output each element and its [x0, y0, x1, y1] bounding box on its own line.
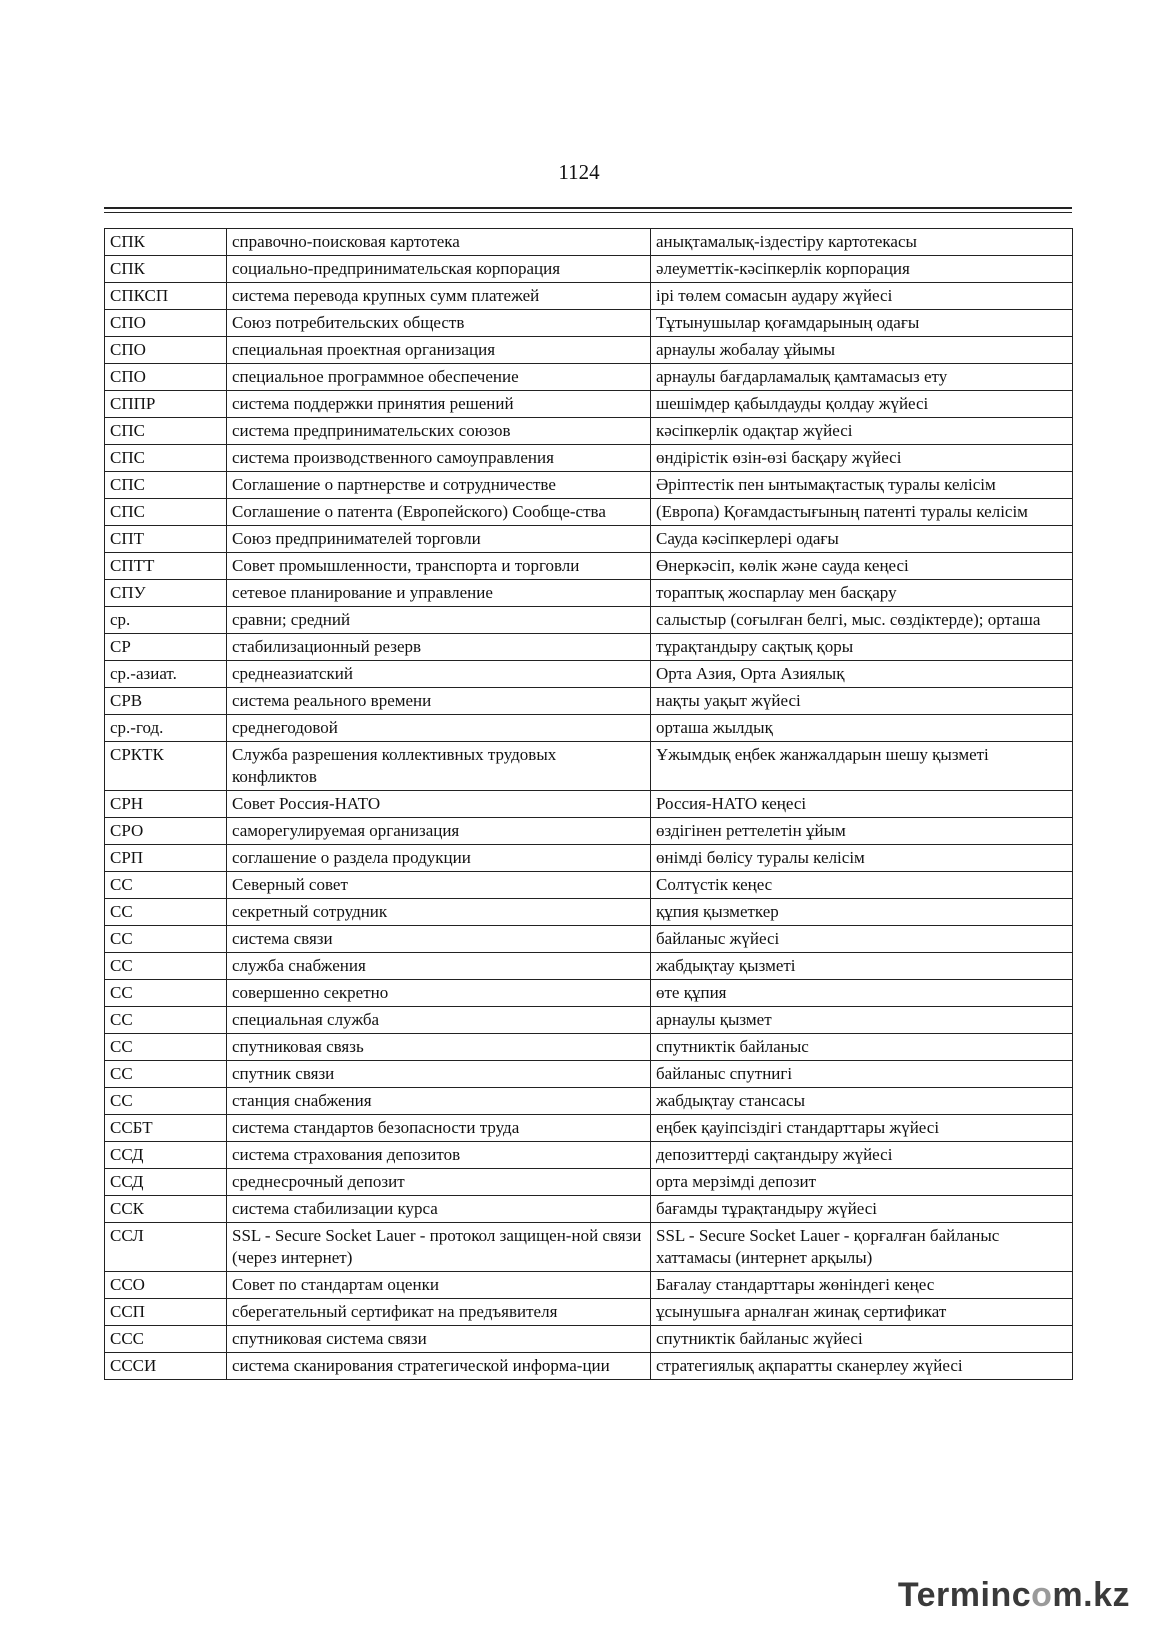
russian-cell: сравни; средний: [227, 607, 651, 634]
kazakh-cell: арнаулы жобалау ұйымы: [651, 337, 1073, 364]
table-row: [105, 1169, 1073, 1196]
kazakh-cell: арнаулы бағдарламалық қамтамасыз ету: [651, 364, 1073, 391]
russian-cell: система связи: [227, 926, 651, 953]
kazakh-cell: Әріптестік пен ынтымақтастық туралы келісім: [651, 472, 1073, 499]
table-row: [105, 364, 1073, 391]
table-row: [105, 634, 1073, 661]
abbreviation-cell: СПС: [105, 445, 227, 472]
kazakh-cell: бағамды тұрақтандыру жүйесі: [651, 1196, 1073, 1223]
abbreviation-cell: СПТТ: [105, 553, 227, 580]
russian-cell: система страхования депозитов: [227, 1142, 651, 1169]
russian-cell: сберегательный сертификат на предъявителя: [227, 1299, 651, 1326]
russian-cell: сетевое планирование и управление: [227, 580, 651, 607]
kazakh-cell: ұсынушыға арналған жинақ сертификат: [651, 1299, 1073, 1326]
russian-cell: среднегодовой: [227, 715, 651, 742]
table-row: [105, 872, 1073, 899]
table-row: [105, 229, 1073, 256]
abbreviation-cell: СПС: [105, 472, 227, 499]
russian-cell: SSL - Secure Socket Lauer - протокол защищен-ной связи (через интернет): [227, 1223, 651, 1272]
kazakh-cell: Солтүстік кеңес: [651, 872, 1073, 899]
abbreviation-cell: СС: [105, 899, 227, 926]
abbreviation-cell: ССК: [105, 1196, 227, 1223]
kazakh-cell: орта мерзімді депозит: [651, 1169, 1073, 1196]
header-rule-thin: [104, 212, 1072, 213]
russian-cell: система перевода крупных сумм платежей: [227, 283, 651, 310]
kazakh-cell: Бағалау стандарттары жөніндегі кеңес: [651, 1272, 1073, 1299]
table-row: [105, 499, 1073, 526]
kazakh-cell: Россия-НАТО кеңесі: [651, 791, 1073, 818]
table-row: [105, 391, 1073, 418]
abbreviation-cell: ССО: [105, 1272, 227, 1299]
kazakh-cell: орташа жылдық: [651, 715, 1073, 742]
russian-cell: специальная служба: [227, 1007, 651, 1034]
abbreviation-cell: СПК: [105, 229, 227, 256]
abbreviation-cell: СРКТК: [105, 742, 227, 791]
abbreviation-cell: СРН: [105, 791, 227, 818]
table-row: [105, 661, 1073, 688]
russian-cell: система предпринимательских союзов: [227, 418, 651, 445]
table-row: [105, 1142, 1073, 1169]
table-row: [105, 899, 1073, 926]
abbreviation-cell: ССБТ: [105, 1115, 227, 1142]
kazakh-cell: анықтамалық-іздестіру картотекасы: [651, 229, 1073, 256]
table-row: [105, 818, 1073, 845]
abbreviation-cell: СС: [105, 980, 227, 1007]
abbreviation-cell: ср.-азиат.: [105, 661, 227, 688]
table-row: [105, 926, 1073, 953]
abbreviation-cell: СРВ: [105, 688, 227, 715]
kazakh-cell: байланыс жүйесі: [651, 926, 1073, 953]
kazakh-cell: Өнеркәсіп, көлік және сауда кеңесі: [651, 553, 1073, 580]
table-row: [105, 1088, 1073, 1115]
kazakh-cell: стратегиялық ақпаратты сканерлеу жүйесі: [651, 1353, 1073, 1380]
terminkom-logo: [898, 1576, 1130, 1615]
russian-cell: Совет по стандартам оценки: [227, 1272, 651, 1299]
kazakh-cell: спутниктік байланыс жүйесі: [651, 1326, 1073, 1353]
table-row: [105, 256, 1073, 283]
table-row: [105, 688, 1073, 715]
russian-cell: саморегулируемая организация: [227, 818, 651, 845]
abbreviation-cell: СС: [105, 1034, 227, 1061]
kazakh-cell: әлеуметтік-кәсіпкерлік корпорация: [651, 256, 1073, 283]
logo-letter-t: T: [897, 1576, 917, 1614]
kazakh-cell: өте құпия: [651, 980, 1073, 1007]
abbreviation-cell: СС: [105, 1007, 227, 1034]
table-row: [105, 1007, 1073, 1034]
table-row: [105, 1034, 1073, 1061]
abbreviation-cell: ССД: [105, 1169, 227, 1196]
table-row: [105, 472, 1073, 499]
russian-cell: Соглашение о партнерстве и сотрудничестве: [227, 472, 651, 499]
kazakh-cell: тораптық жоспарлау мен басқару: [651, 580, 1073, 607]
russian-cell: спутник связи: [227, 1061, 651, 1088]
abbreviation-cell: СС: [105, 1088, 227, 1115]
russian-cell: справочно-поисковая картотека: [227, 229, 651, 256]
russian-cell: Союз предпринимателей торговли: [227, 526, 651, 553]
abbreviation-cell: СПС: [105, 418, 227, 445]
abbreviation-cell: СПО: [105, 310, 227, 337]
abbreviation-cell: СС: [105, 953, 227, 980]
abbreviation-cell: СР: [105, 634, 227, 661]
dictionary-body: [105, 229, 1073, 1380]
kazakh-cell: (Европа) Қоғамдастығының патенті туралы келісім: [651, 499, 1073, 526]
kazakh-cell: Орта Азия, Орта Азиялық: [651, 661, 1073, 688]
abbreviation-cell: СС: [105, 872, 227, 899]
abbreviation-cell: СРП: [105, 845, 227, 872]
abbreviation-cell: СПКСП: [105, 283, 227, 310]
table-row: [105, 953, 1073, 980]
table-row: [105, 580, 1073, 607]
table-row: [105, 1272, 1073, 1299]
russian-cell: секретный сотрудник: [227, 899, 651, 926]
header-rule-thick: [104, 207, 1072, 209]
table-row: [105, 1061, 1073, 1088]
table-row: [105, 1299, 1073, 1326]
abbreviation-cell: ср.-год.: [105, 715, 227, 742]
abbreviation-cell: СППР: [105, 391, 227, 418]
russian-cell: служба снабжения: [227, 953, 651, 980]
table-row: [105, 791, 1073, 818]
russian-cell: система стабилизации курса: [227, 1196, 651, 1223]
kazakh-cell: шешімдер қабылдауды қолдау жүйесі: [651, 391, 1073, 418]
abbreviation-cell: ССП: [105, 1299, 227, 1326]
table-row: [105, 1115, 1073, 1142]
kazakh-cell: жабдықтау стансасы: [651, 1088, 1073, 1115]
russian-cell: соглашение о раздела продукции: [227, 845, 651, 872]
abbreviation-cell: СПК: [105, 256, 227, 283]
russian-cell: система стандартов безопасности труда: [227, 1115, 651, 1142]
abbreviation-cell: СС: [105, 1061, 227, 1088]
abbreviation-cell: СПС: [105, 499, 227, 526]
table-row: [105, 337, 1073, 364]
table-row: [105, 980, 1073, 1007]
abbreviation-cell: СРО: [105, 818, 227, 845]
kazakh-cell: арнаулы қызмет: [651, 1007, 1073, 1034]
russian-cell: Соглашение о патента (Европейского) Сообще-ства: [227, 499, 651, 526]
table-row: [105, 1223, 1073, 1272]
table-row: [105, 283, 1073, 310]
kazakh-cell: салыстыр (соғылған белгі, мыс. сөздіктерде); орташа: [651, 607, 1073, 634]
kazakh-cell: кәсіпкерлік одақтар жүйесі: [651, 418, 1073, 445]
logo-text-tail: m.kz: [1052, 1576, 1130, 1614]
table-row: [105, 607, 1073, 634]
russian-cell: социально-предпринимательская корпорация: [227, 256, 651, 283]
abbreviation-cell: ср.: [105, 607, 227, 634]
table-row: [105, 418, 1073, 445]
russian-cell: Союз потребительских обществ: [227, 310, 651, 337]
abbreviation-cell: СПУ: [105, 580, 227, 607]
table-row: [105, 1196, 1073, 1223]
kazakh-cell: нақты уақыт жүйесі: [651, 688, 1073, 715]
kazakh-cell: жабдықтау қызметі: [651, 953, 1073, 980]
russian-cell: Совет Россия-НАТО: [227, 791, 651, 818]
kazakh-cell: байланыс спутнигі: [651, 1061, 1073, 1088]
russian-cell: среднесрочный депозит: [227, 1169, 651, 1196]
table-row: [105, 526, 1073, 553]
table-row: [105, 1326, 1073, 1353]
page-number: 1124: [558, 160, 600, 184]
russian-cell: Северный совет: [227, 872, 651, 899]
kazakh-cell: депозиттерді сақтандыру жүйесі: [651, 1142, 1073, 1169]
abbreviation-cell: ССЛ: [105, 1223, 227, 1272]
russian-cell: система сканирования стратегической информа-ции: [227, 1353, 651, 1380]
russian-cell: система производственного самоуправления: [227, 445, 651, 472]
abbreviation-cell: СС: [105, 926, 227, 953]
logo-text-main: erminc: [916, 1576, 1032, 1614]
table-row: [105, 310, 1073, 337]
kazakh-cell: ірі төлем сомасын аудару жүйесі: [651, 283, 1073, 310]
russian-cell: специальное программное обеспечение: [227, 364, 651, 391]
abbreviation-cell: ССС: [105, 1326, 227, 1353]
abbreviation-cell: СССИ: [105, 1353, 227, 1380]
abbreviation-cell: СПТ: [105, 526, 227, 553]
kazakh-cell: өздігінен реттелетін ұйым: [651, 818, 1073, 845]
table-row: [105, 742, 1073, 791]
dictionary-table: [104, 228, 1073, 1380]
kazakh-cell: өнімді бөлісу туралы келісім: [651, 845, 1073, 872]
kazakh-cell: құпия қызметкер: [651, 899, 1073, 926]
russian-cell: система реального времени: [227, 688, 651, 715]
russian-cell: станция снабжения: [227, 1088, 651, 1115]
russian-cell: стабилизационный резерв: [227, 634, 651, 661]
abbreviation-cell: СПО: [105, 364, 227, 391]
kazakh-cell: SSL - Secure Socket Lauer - қорғалған байланыс хаттамасы (интернет арқылы): [651, 1223, 1073, 1272]
russian-cell: совершенно секретно: [227, 980, 651, 1007]
russian-cell: специальная проектная организация: [227, 337, 651, 364]
kazakh-cell: Тұтынушылар қоғамдарының одағы: [651, 310, 1073, 337]
table-row: [105, 1353, 1073, 1380]
russian-cell: спутниковая система связи: [227, 1326, 651, 1353]
table-row: [105, 553, 1073, 580]
kazakh-cell: Ұжымдық еңбек жанжалдарын шешу қызметі: [651, 742, 1073, 791]
russian-cell: спутниковая связь: [227, 1034, 651, 1061]
russian-cell: среднеазиатский: [227, 661, 651, 688]
kazakh-cell: Сауда кәсіпкерлері одағы: [651, 526, 1073, 553]
russian-cell: система поддержки принятия решений: [227, 391, 651, 418]
russian-cell: Совет промышленности, транспорта и торговли: [227, 553, 651, 580]
logo-accent-letter: o: [1031, 1576, 1053, 1614]
kazakh-cell: еңбек қауіпсіздігі стандарттары жүйесі: [651, 1115, 1073, 1142]
table-row: [105, 715, 1073, 742]
kazakh-cell: өндірістік өзін-өзі басқару жүйесі: [651, 445, 1073, 472]
table-row: [105, 445, 1073, 472]
abbreviation-cell: СПО: [105, 337, 227, 364]
russian-cell: Служба разрешения коллективных трудовых конфликтов: [227, 742, 651, 791]
abbreviation-cell: ССД: [105, 1142, 227, 1169]
kazakh-cell: тұрақтандыру сақтық қоры: [651, 634, 1073, 661]
table-row: [105, 845, 1073, 872]
kazakh-cell: спутниктік байланыс: [651, 1034, 1073, 1061]
